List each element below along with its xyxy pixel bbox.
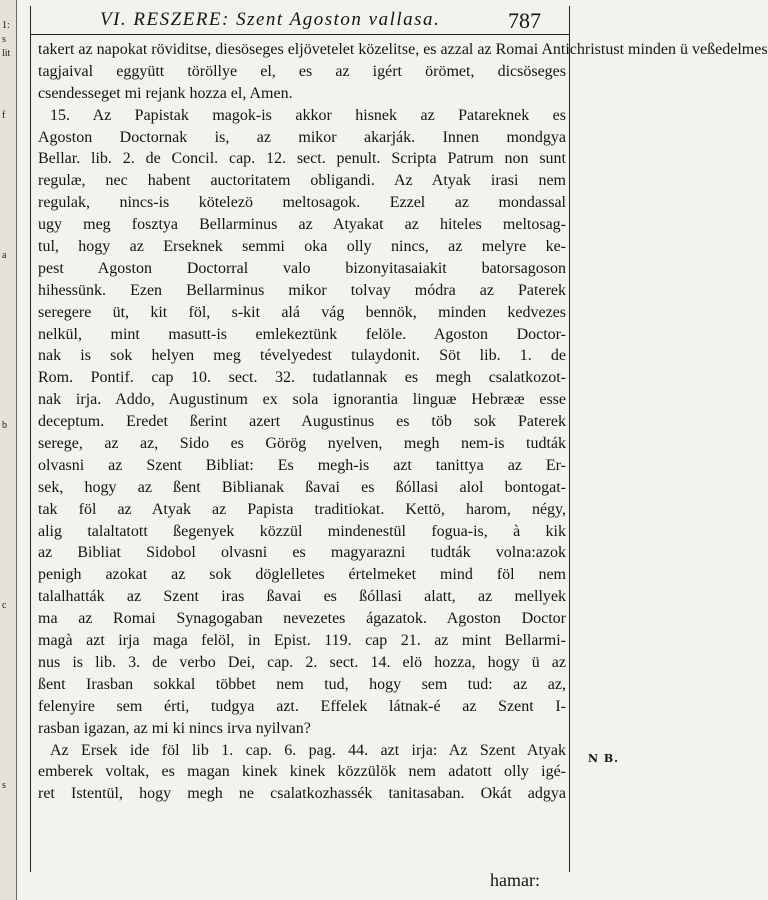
text-line: nelkül, mint masutt-is emlekeztünk felöle. Agoston Doctor-: [38, 325, 566, 343]
text-line: emberek voltak, es magan kinek kinek közzülök nem adatott olly igé-: [38, 763, 566, 781]
gutter-fragment: s: [2, 780, 6, 791]
text-line: regulæ, nec habent auctoritatem obligandi. Az Atyak irasi nem: [38, 172, 566, 190]
paragraph-start-line: 15. Az Papistak magok-is akkor hisnek az Patareknek es: [50, 106, 566, 124]
gutter-fragment: a: [2, 250, 7, 261]
left-frame-rule: [30, 6, 31, 872]
book-page: [30, 6, 768, 892]
text-line: sek, hogy az ßent Biblianak ßavai es ßóllasi alol bontogat-: [38, 478, 566, 496]
text-line: tagjaival eggyütt töröllye el, es az igért örömet, dicsöseges: [38, 62, 566, 80]
text-line: Agoston Doctornak is, az mikor akarják. Innen mondgya: [38, 128, 566, 146]
gutter-fragment: lit: [2, 48, 11, 59]
text-line: magà azt irja maga felöl, in Epist. 119. cap 21. az mint Bellarmi-: [38, 632, 566, 650]
text-line: ßent Irasban sokkal többet nem tud, hogy sem tud: az az,: [38, 675, 566, 693]
page-number: 787: [508, 8, 541, 33]
running-head: VI. RESZERE: Szent Agoston vallasa.: [100, 9, 441, 30]
gutter-strip: [0, 0, 17, 900]
text-line: nak is sok helyen meg tévelyedest tulaydonit. Söt lib. 1. de: [38, 347, 566, 365]
gutter-fragment: c: [2, 600, 7, 611]
text-line: Bellar. lib. 2. de Concil. cap. 12. sect. penult. Scripta Patrum non sunt: [38, 150, 566, 168]
right-frame-rule: [569, 6, 570, 872]
text-line: rasban igazan, az mi ki nincs irva nyilvan?: [38, 719, 311, 737]
text-line: nak irja. Addo, Augustinum ex sola ignorantia linguæ Hebrææ esse: [38, 391, 566, 409]
text-line: tul, hogy az Erseknek semmi oka olly nincs, az melyre ke-: [38, 238, 566, 256]
text-line: deceptum. Eredet ßerint azert Augustinus es töb sok Paterek: [38, 413, 566, 431]
text-line: csendesseget mi rejank hozza el, Amen.: [38, 84, 293, 102]
text-line: pest Agoston Doctorral valo bizonyitasaiakit batorsagoson: [38, 259, 566, 277]
text-line: takert az napokat röviditse, diesöseges eljövetelet közelitse, es azzal az Romai Antichristust minden ü veßedelmes: [38, 41, 768, 58]
gutter-fragment: f: [2, 110, 6, 121]
text-line: penigh azokat az sok döglelletes értelmeket mind föl nem: [38, 566, 566, 584]
text-line: talalhatták az Szent iras ßavai es ßóllasi alatt, az mellyek: [38, 588, 566, 606]
text-line: seregere üt, kit föl, s-kit alá vág bennök, minden kedvezes: [38, 303, 566, 321]
body-text: [38, 39, 768, 805]
text-line: ma az Romai Synagogaban nevezetes ágazatok. Agoston Doctor: [38, 610, 566, 628]
text-line: Rom. Pontif. cap 10. sect. 32. tudatlannak es megh csalatkozot-: [38, 369, 566, 387]
text-line: hihessünk. Ezen Bellarminus mikor tolvay módra az Paterek: [38, 281, 566, 299]
text-line: felenyire sem érti, tudgya azt. Effelek látnak-é az Szent I-: [38, 697, 566, 715]
text-line: alig talaltatott ßegenyek közzül mindenestül fogua-is, à kik: [38, 522, 566, 540]
gutter-fragment: s: [2, 34, 6, 45]
gutter-fragment: b: [2, 420, 7, 431]
text-line: serege, az az, Sido es Görög nyelven, megh nem-is tudták: [38, 435, 566, 453]
text-line: ugy meg fosztya Bellarminus az Atyakat az hiteles meltosag-: [38, 216, 566, 234]
text-line: az Bibliat Sidobol olvasni es magyarazni tudták volna:azok: [38, 544, 566, 562]
text-line: ret Istentül, hogy megh ne csalatkozhassék tanitasaban. Okát adgya: [38, 785, 566, 803]
text-line: nus is lib. 3. de verbo Dei, cap. 2. sect. 14. elö hozza, hogy ü az: [38, 653, 566, 671]
text-line: tak föl az Atyak az Papista traditiokat. Kettö, harom, négy,: [38, 500, 566, 518]
header-rule: [30, 34, 570, 35]
text-line: regulak, nincs-is kötelezö meltosagok. Ezzel az mondassal: [38, 194, 566, 212]
paragraph-start-line: Az Ersek ide föl lib 1. cap. 6. pag. 44. azt irja: Az Szent Atyak: [50, 741, 566, 759]
text-line: olvasni az Szent Bibliat: Es megh-is azt tanittya az Er-: [38, 456, 566, 474]
margin-note: N B.: [588, 752, 620, 765]
catchword: hamar:: [490, 870, 540, 890]
gutter-fragment: 1:: [2, 20, 10, 31]
